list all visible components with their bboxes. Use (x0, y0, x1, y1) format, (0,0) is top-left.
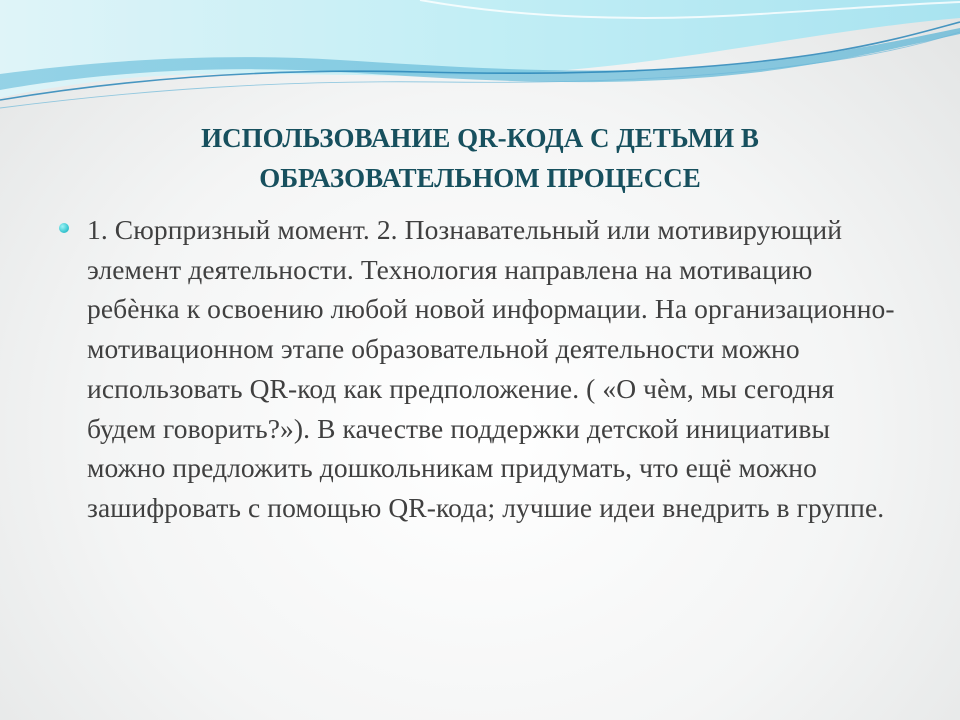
slide-title-line-1: ИСПОЛЬЗОВАНИЕ QR-КОДА С ДЕТЬМИ В (201, 123, 759, 153)
slide-title-line-2: ОБРАЗОВАТЕЛЬНОМ ПРОЦЕССЕ (259, 163, 701, 193)
bullet-text: 1. Сюрпризный момент. 2. Познавательный или мотивирующий элемент деятельности. Технология направлена на мотивацию ребѐнка к освоению любой новой информации. На организационно-мотивационном этапе образовательной деятельности можно использовать QR-код как предположение. ( «О чѐм, мы сегодня будем говорить?»). В качестве поддержки детской инициативы можно предложить дошкольникам придумать, что ещё можно зашифровать с помощью QR-кода; лучшие идеи внедрить в группе. (87, 214, 895, 523)
bullet-dot-icon (59, 223, 69, 233)
wave-decoration (0, 0, 960, 130)
bullet-item (56, 210, 906, 528)
bullet-list (56, 210, 906, 528)
slide-title (80, 118, 880, 198)
wave-band-light (0, 0, 960, 98)
